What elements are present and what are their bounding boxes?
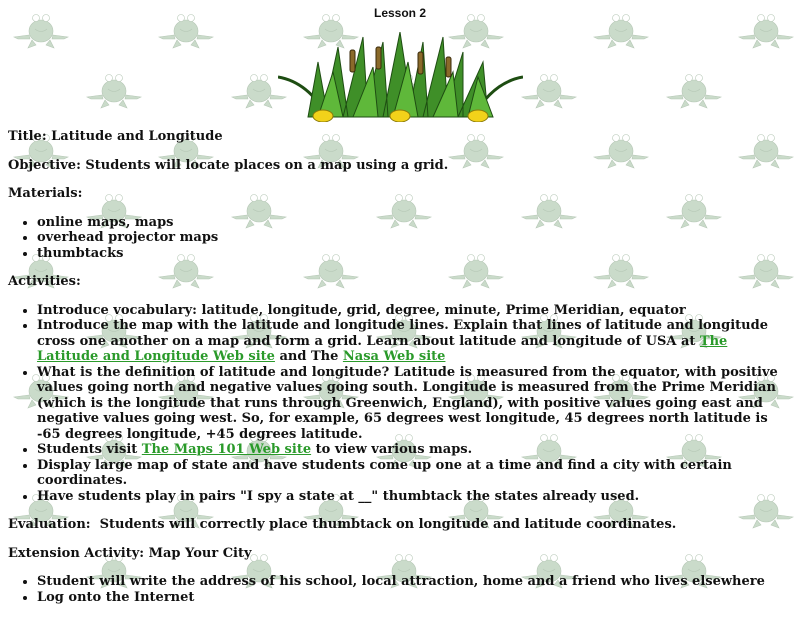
- list-item: • Student will write the address of his school, local attraction, home and a friend who lives elsewhere: [37, 574, 792, 590]
- materials-label: Materials: [8, 186, 78, 201]
- list-item: • overhead projector maps: [37, 230, 792, 246]
- title-label: Title: [8, 129, 42, 144]
- cattail-plant-illustration: [278, 32, 523, 122]
- item-text: and The: [274, 349, 343, 364]
- item-text: to view various maps.: [311, 442, 473, 457]
- maps-101-link[interactable]: The Maps 101 Web site: [141, 442, 312, 457]
- lesson-heading: Lesson 2: [373, 6, 427, 20]
- list-item: • thumbtacks: [37, 246, 792, 262]
- activities-list: [8, 303, 792, 505]
- item-text: Introduce the map with the latitude and longitude lines. Explain that lines of latitude and longitude cross one another on a map and form a grid. Learn about latitude and longitude of USA at: [37, 318, 768, 349]
- list-item: [37, 318, 792, 365]
- materials-heading: Materials:: [8, 186, 83, 201]
- list-item: • Display large map of state and have students come up one at a time and find a city with certain coordinates.: [37, 458, 792, 489]
- list-item: • Log onto the Internet: [37, 590, 792, 606]
- item-text: Students visit: [37, 442, 142, 457]
- list-item: • online maps, maps: [37, 215, 792, 231]
- materials-list: [8, 215, 792, 262]
- objective-value: Students will locate places on a map using a grid.: [85, 157, 449, 173]
- list-item: • What is the definition of latitude and longitude? Latitude is measured from the equator, with positive values going north and negative values going south. Longitude is measured from the Prime Meridian (which is the longitude that runs through Greenwich, England), with positive values going east and negative values going west. So, for example, 65 degrees west longitude, 45 degrees north latitude is -65 degrees longitude, +45 degrees latitude.: [37, 365, 792, 443]
- list-item: • Introduce vocabulary: latitude, longitude, grid, degree, minute, Prime Meridian, equator: [37, 303, 792, 319]
- nasa-link[interactable]: Nasa Web site: [342, 349, 446, 364]
- latitude-longitude-link[interactable]: The Latitude and Longitude Web site: [37, 333, 728, 364]
- evaluation-line: Evaluation: Students will correctly place thumbtack on longitude and latitude coordinates.: [8, 517, 677, 532]
- list-item: • Have students play in pairs "I spy a state at __" thumbtack the states already used.: [37, 489, 792, 505]
- list-item: [37, 442, 792, 458]
- extension-heading: Extension Activity: Map Your City: [8, 545, 252, 561]
- activities-label: Activities: [8, 274, 76, 289]
- title-value: Latitude and Longitude: [51, 129, 223, 144]
- objective-label: Objective: [8, 157, 77, 173]
- activities-heading: Activities:: [8, 274, 81, 289]
- objective-line: Objective: Students will locate places on a map using a grid.: [8, 157, 449, 173]
- extension-list: [8, 574, 792, 605]
- title-line: Title: Latitude and Longitude: [8, 129, 223, 144]
